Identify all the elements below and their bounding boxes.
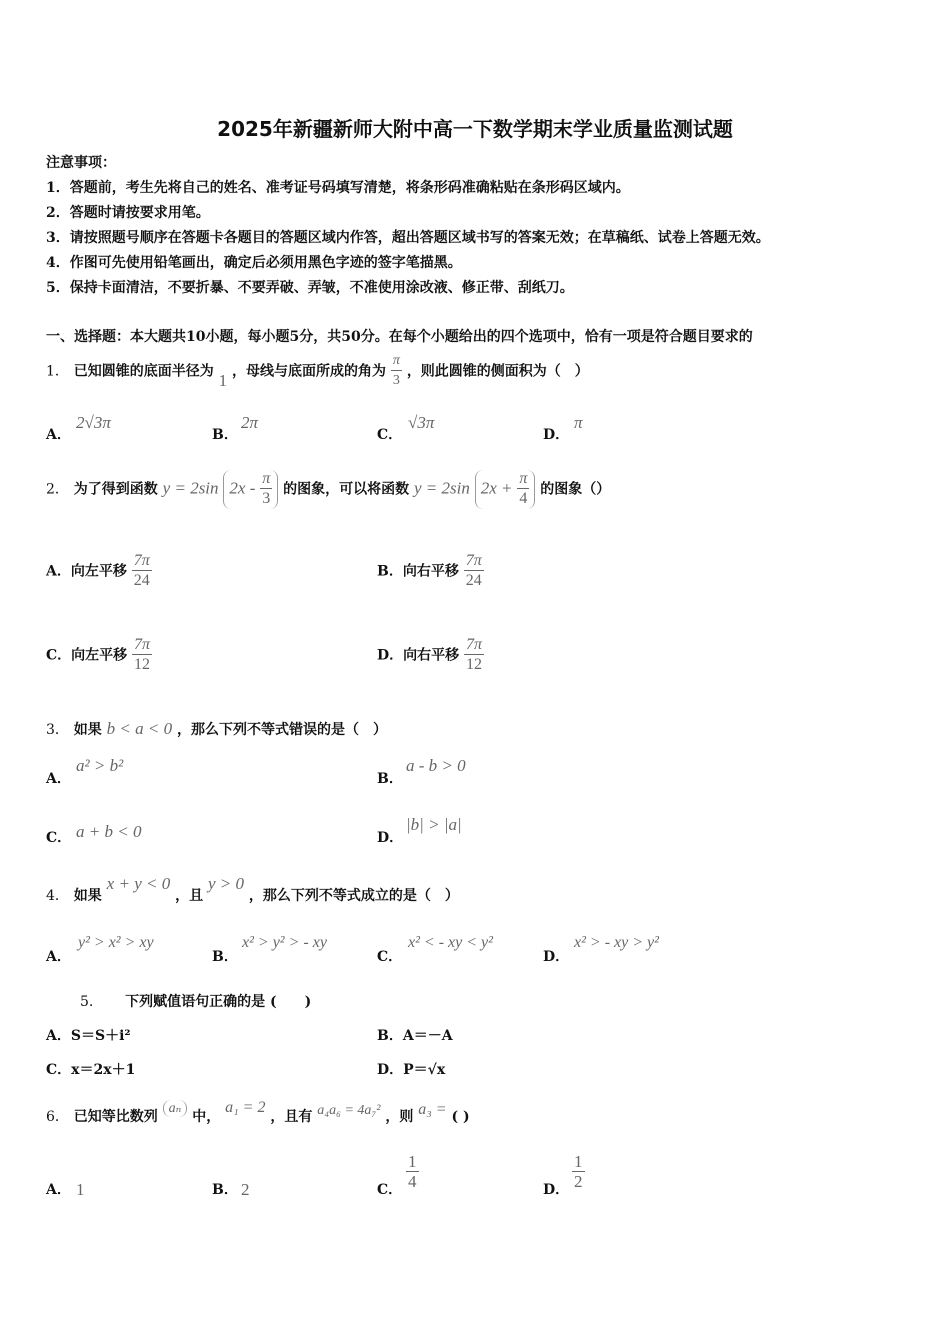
option-b: 2 (241, 1180, 250, 1199)
math-expression: x + y < 0 (106, 874, 171, 893)
math-expression: b < a < 0 (106, 719, 173, 738)
question-6 (46, 1099, 470, 1126)
section-heading: 一、选择题：本大题共10小题，每小题5分，共50分。在每个小题给出的四个选项中，恰有一项是符合题目要求的 (46, 329, 753, 345)
math-expression: a₄a₆ = 4a₇² (317, 1103, 381, 1118)
math-paren: 2x + $\frac{\pi}{4}$ (475, 470, 536, 509)
question-number: 1． (46, 363, 69, 380)
question-text: 中， (192, 1109, 221, 1125)
question-text: 的图象，可以将函数 (283, 481, 410, 498)
option-label: B． (212, 949, 238, 965)
question-3 (46, 719, 387, 739)
option-c: C．向左平移 $\frac{7\pi}{12}$ (46, 636, 151, 673)
option-b: a - b > 0 (406, 756, 466, 775)
option-label: C． (377, 427, 403, 443)
option-d: π (574, 413, 583, 432)
question-text: ，则 (385, 1109, 414, 1125)
option-b: x² > y² > - xy (242, 934, 327, 951)
option-d: $\frac{1}{2}$ (574, 1152, 583, 1191)
note-item: 5．保持卡面清洁，不要折暴、不要弄破、弄皱，不准使用涂改液、修正带、刮纸刀。 (46, 280, 574, 296)
question-text: ，母线与底面所成的角为 (232, 363, 387, 380)
page-title: 2025年新疆新师大附中高一下数学期末学业质量监测试题 (217, 117, 733, 141)
option-label: D． (543, 949, 570, 965)
option-c: x² < - xy < y² (408, 934, 493, 951)
question-text: ，那么下列不等式错误的是（ ） (177, 722, 387, 738)
question-text: 为了得到函数 (73, 481, 158, 498)
option-a: 1 (76, 1180, 85, 1199)
math-expression: 1 (218, 370, 228, 390)
question-1 (46, 352, 589, 391)
math-expression: a₃ = (418, 1101, 447, 1118)
question-number: 4． (46, 888, 69, 904)
option-b: 2π (241, 413, 259, 432)
option-c: C．x＝2x＋1 (46, 1062, 136, 1078)
question-text: 的图象（） (540, 481, 611, 498)
question-text: ，那么下列不等式成立的是（ ） (248, 888, 459, 904)
option-label: A． (46, 771, 71, 787)
note-item: 2．答题时请按要求用笔。 (46, 205, 210, 221)
question-text: 下列赋值语句正确的是 ( ) (125, 994, 312, 1010)
option-label: C． (377, 1182, 403, 1198)
question-text: 如果 (73, 722, 102, 738)
question-number: 3． (46, 722, 69, 738)
math-paren: 2x - $\frac{\pi}{3}$ (223, 470, 278, 509)
math-expression: a₁ = 2 (225, 1099, 266, 1116)
option-c: $\frac{1}{4}$ (408, 1152, 417, 1191)
option-label: D． (377, 830, 404, 846)
option-label: B． (377, 771, 403, 787)
option-d: |b| > |a| (406, 815, 462, 834)
option-label: D． (543, 427, 570, 443)
question-number: 2． (46, 481, 69, 498)
math-fraction: $\frac{\pi}{3}$ (392, 353, 400, 388)
option-d: D．P＝√x (377, 1062, 446, 1078)
question-text: 如果 (73, 888, 102, 904)
note-item: 1．答题前，考生先将自己的姓名、准考证号码填写清楚，将条形码准确粘贴在条形码区域内。 (46, 180, 630, 196)
option-label: C． (377, 949, 403, 965)
notes-heading: 注意事项： (46, 155, 116, 171)
question-text: ，且 (175, 888, 204, 904)
question-4 (46, 874, 459, 905)
option-label: D． (543, 1182, 570, 1198)
math-expression: aₙ (163, 1100, 188, 1117)
option-label: B． (212, 1182, 238, 1198)
option-d: D．向右平移 $\frac{7\pi}{12}$ (377, 636, 483, 673)
option-label: A． (46, 1182, 71, 1198)
option-a: A．S＝S＋i² (46, 1028, 131, 1044)
option-a: 2√3π (76, 413, 111, 432)
math-expression: y > 0 (207, 874, 244, 893)
question-2 (46, 470, 610, 509)
question-text: 已知圆锥的底面半径为 (73, 363, 214, 380)
option-label: A． (46, 427, 71, 443)
question-text: ( ) (451, 1109, 470, 1125)
question-number: 5. (80, 994, 94, 1010)
option-label: A． (46, 949, 71, 965)
option-a: A．向左平移 $\frac{7\pi}{24}$ (46, 552, 150, 589)
math-expression: y = 2sin (414, 478, 470, 498)
question-text: ，则此圆锥的侧面积为（ ） (406, 363, 589, 380)
note-item: 3．请按照题号顺序在答题卡各题目的答题区域内作答，超出答题区域书写的答案无效；在草稿纸、试卷上答题无效。 (46, 230, 770, 246)
question-5 (80, 991, 311, 1011)
option-a: a² > b² (76, 756, 124, 775)
option-a: y² > x² > xy (78, 934, 154, 951)
option-label: C． (46, 830, 72, 846)
option-b: B．向右平移 $\frac{7\pi}{24}$ (377, 552, 482, 589)
question-number: 6． (46, 1109, 69, 1125)
option-b: B．A＝－A (377, 1028, 453, 1044)
option-c: a + b < 0 (76, 822, 142, 841)
note-item: 4．作图可先使用铅笔画出，确定后必须用黑色字迹的签字笔描黑。 (46, 255, 462, 271)
option-c: √3π (408, 413, 435, 432)
option-d: x² > - xy > y² (574, 934, 659, 951)
option-label: B． (212, 427, 238, 443)
question-text: 已知等比数列 (73, 1109, 158, 1125)
math-expression: y = 2sin (162, 478, 219, 498)
question-text: ，且有 (270, 1109, 313, 1125)
